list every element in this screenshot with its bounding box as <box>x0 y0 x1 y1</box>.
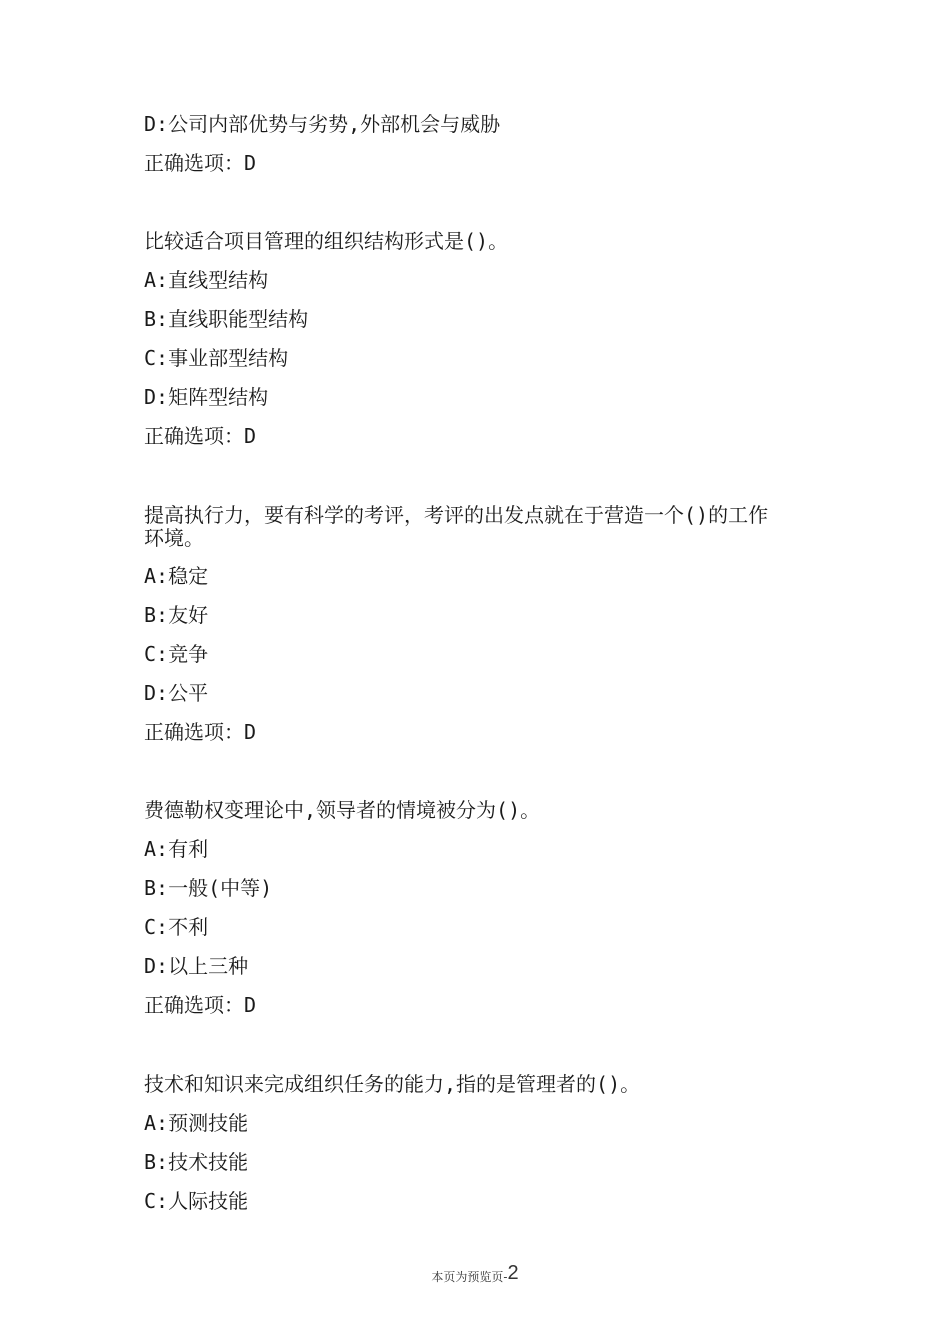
answer-line: 正确选项：D <box>144 151 257 175</box>
option-d: D:以上三种 <box>144 954 249 978</box>
option-a: A:稳定 <box>144 564 209 588</box>
page-number: 2 <box>507 1262 519 1284</box>
option-c: C:竞争 <box>144 642 209 666</box>
option-b: B:技术技能 <box>144 1150 249 1174</box>
footer-text: 本页为预览页- <box>431 1270 508 1284</box>
option-b: B:一般(中等) <box>144 876 273 900</box>
answer-line: 正确选项：D <box>144 993 257 1017</box>
option-d: D:矩阵型结构 <box>144 385 269 409</box>
question-text: 比较适合项目管理的组织结构形式是()。 <box>144 229 509 253</box>
option-a: A:有利 <box>144 837 209 861</box>
question-text-line1: 提高执行力，要有科学的考评，考评的出发点就在于营造一个()的工作 <box>144 503 769 527</box>
option-a: A:预测技能 <box>144 1111 249 1135</box>
option-c: C:事业部型结构 <box>144 346 289 370</box>
option-c: C:不利 <box>144 915 209 939</box>
option-d: D:公司内部优势与劣势,外部机会与威胁 <box>144 112 501 136</box>
page-footer <box>0 1262 950 1285</box>
answer-line: 正确选项：D <box>144 424 257 448</box>
answer-line: 正确选项：D <box>144 720 257 744</box>
option-b: B:直线职能型结构 <box>144 307 309 331</box>
question-text-line2: 环境。 <box>144 526 204 550</box>
option-a: A:直线型结构 <box>144 268 269 292</box>
question-text: 技术和知识来完成组织任务的能力,指的是管理者的()。 <box>144 1072 641 1096</box>
option-d: D:公平 <box>144 681 209 705</box>
option-c: C:人际技能 <box>144 1189 249 1213</box>
option-b: B:友好 <box>144 603 209 627</box>
question-text: 费德勒权变理论中,领导者的情境被分为()。 <box>144 798 541 822</box>
